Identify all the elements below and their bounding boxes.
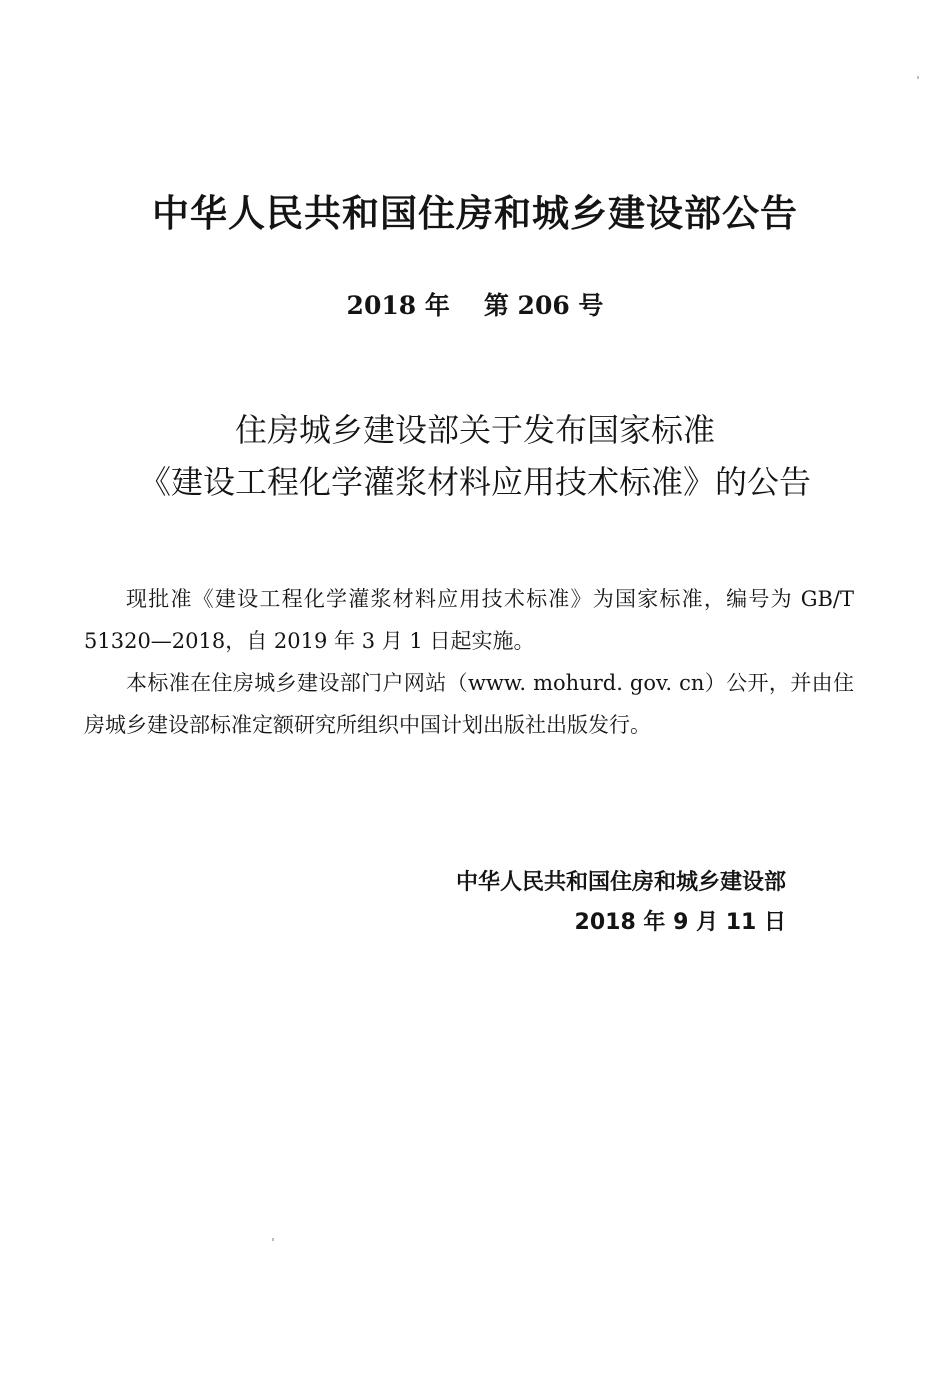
subject-line-2: 《建设工程化学灌浆材料应用技术标准》的公告 (138, 463, 811, 501)
scan-speck (917, 76, 919, 79)
signature-issuer: 中华人民共和国住房和城乡建设部 (455, 870, 786, 895)
body-paragraph-publication: 本标准在住房城乡建设部门户网站（www. mohurd. gov. cn）公开，并由住房城乡建设部标准定额研究所组织中国计划出版社出版发行。 (84, 671, 854, 737)
ministry-title: 中华人民共和国住房和城乡建设部公告 (152, 192, 798, 235)
scan-speck (272, 1238, 274, 1241)
announcement-subject (0, 404, 950, 508)
issue-serial: 第 206 号 (483, 291, 604, 320)
body-paragraph-approval: 现批准《建设工程化学灌浆材料应用技术标准》为国家标准，编号为 GB/T 51320—2018，自 2019 年 3 月 1 日起实施。 (84, 587, 854, 653)
issue-year: 2018 年 (346, 291, 450, 320)
signature-date: 2018 年 9 月 11 日 (574, 910, 786, 935)
subject-line-1: 住房城乡建设部关于发布国家标准 (234, 411, 715, 449)
issue-number (0, 288, 950, 324)
announcement-body (84, 578, 854, 746)
signature-block (456, 863, 786, 943)
